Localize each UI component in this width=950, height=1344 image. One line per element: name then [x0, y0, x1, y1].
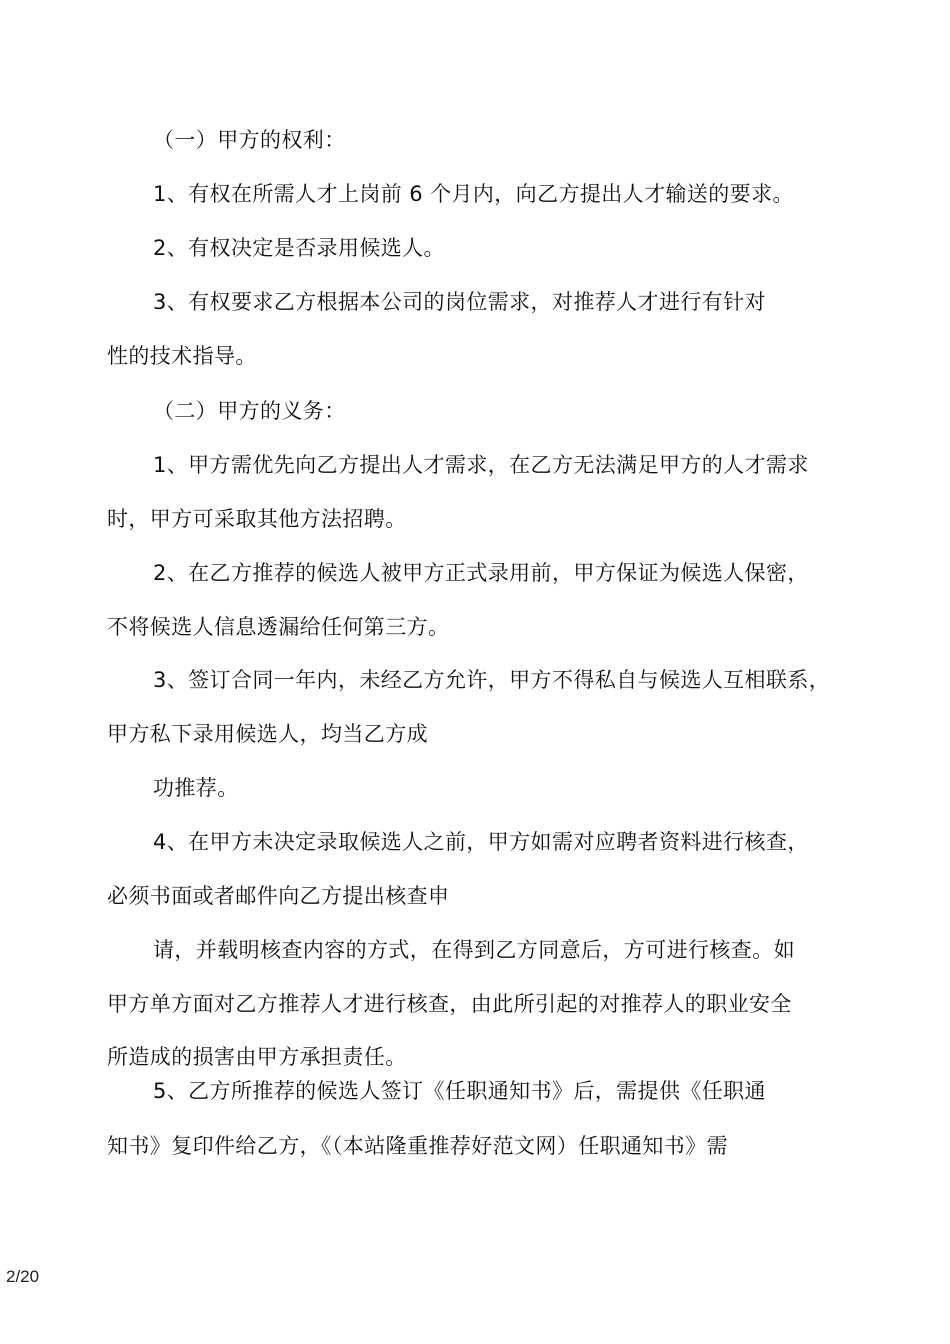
paragraph-line: 1、有权在所需人才上岗前 6 个月内，向乙方提出人才输送的要求。 [153, 182, 794, 206]
paragraph-line: 性的技术指导。 [107, 344, 257, 368]
paragraph-line: 必须书面或者邮件向乙方提出核查申 [107, 884, 450, 908]
paragraph-line: 所造成的损害由甲方承担责任。 [107, 1045, 407, 1069]
section-heading-party-a-obligations: （二）甲方的义务： [153, 399, 346, 423]
paragraph-line: 甲方私下录用候选人，均当乙方成 [107, 722, 428, 746]
section-heading-party-a-rights: （一）甲方的权利： [153, 128, 346, 152]
paragraph-line: 2、有权决定是否录用候选人。 [153, 236, 445, 260]
paragraph-line: 功推荐。 [153, 776, 239, 800]
paragraph-line: 时，甲方可采取其他方法招聘。 [107, 507, 407, 531]
paragraph-line: 知书》复印件给乙方，《（本站隆重推荐好范文网）任职通知书》需 [107, 1134, 728, 1158]
paragraph-line: 甲方单方面对乙方推荐人才进行核查，由此所引起的对推荐人的职业安全 [107, 992, 792, 1016]
paragraph-line: 3、有权要求乙方根据本公司的岗位需求，对推荐人才进行有针对 [153, 290, 766, 314]
paragraph-line: 1、甲方需优先向乙方提出人才需求，在乙方无法满足甲方的人才需求 [153, 453, 809, 477]
paragraph-line: 2、在乙方推荐的候选人被甲方正式录用前，甲方保证为候选人保密， [153, 561, 809, 585]
paragraph-line: 4、在甲方未决定录取候选人之前，甲方如需对应聘者资料进行核查， [153, 830, 809, 854]
paragraph-line: 3、签订合同一年内，未经乙方允许，甲方不得私自与候选人互相联系， [153, 668, 831, 692]
paragraph-line: 不将候选人信息透漏给任何第三方。 [107, 615, 450, 639]
page-number: 2/20 [6, 1267, 40, 1286]
paragraph-line: 请，并载明核查内容的方式，在得到乙方同意后，方可进行核查。如 [153, 938, 795, 962]
paragraph-line: 5、乙方所推荐的候选人签订《任职通知书》后，需提供《任职通 [153, 1079, 766, 1103]
